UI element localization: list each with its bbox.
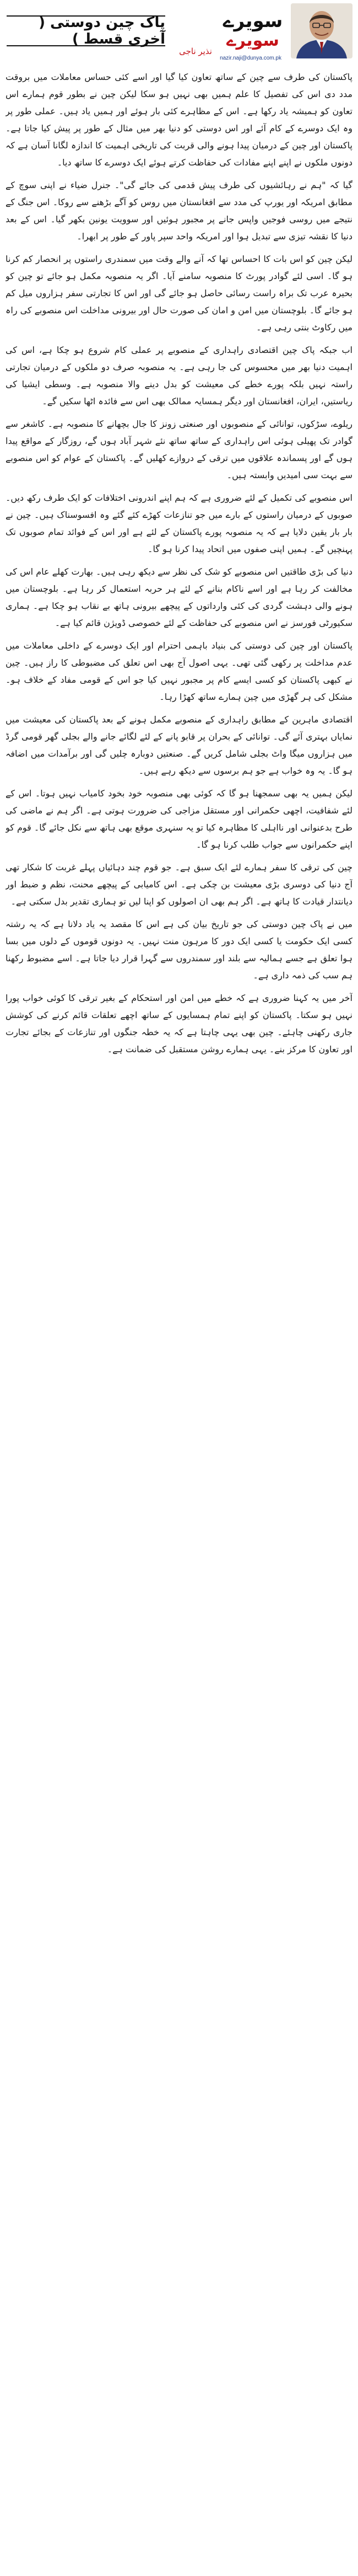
article-title-box — [7, 15, 165, 46]
paragraph: میں نے پاک چین دوستی کی جو تاریخ بیان کی ہے اس کا مقصد یہ یاد دلانا ہے کہ یہ رشتہ کسی ایک حکومت یا کسی ایک دور کا مرہون منت نہیں۔ یہ دونوں قوموں کے دلوں میں بسا ہوا تعلق ہے جسے ہمالیہ سے بلند اور سمندروں سے گہرا قرار دیا جاتا ہے۔ اسے مضبوط رکھنا ہم سب کی ذمہ داری ہے۔ — [6, 919, 352, 981]
paragraph: ریلوے، سڑکوں، توانائی کے منصوبوں اور صنعتی زونز کا جال بچھانے کا منصوبہ ہے۔ کاشغر سے گوادر تک پھیلی ہوئی اس راہداری کے ساتھ ساتھ نئے شہر آباد ہوں گے، روزگار کے مواقع پیدا ہوں گے اور پسماندہ علاقوں میں ترقی کے دروازے کھلیں گے۔ پاکستان کے عوام کو اس منصوبے سے بہت سی امیدیں وابستہ ہیں۔ — [6, 419, 352, 480]
article-body — [6, 68, 352, 2572]
paragraph: لیکن چین کو اس بات کا احساس تھا کہ آنے والے وقت میں سمندری راستوں پر انحصار کم کرنا ہو گا۔ اسی لئے گوادر پورٹ کا منصوبہ سامنے آیا۔ اگر یہ منصوبہ مکمل ہو جائے تو چین کو بحیرہ عرب تک براہ راست رسائی حاصل ہو جائے گی اور اس کا تجارتی سفر ہزاروں میل کم ہو جائے گا۔ بلوچستان میں امن و امان کی صورت حال اور بیرونی مداخلت اس منصوبے کی راہ میں رکاوٹ بنتی رہی ہے۔ — [6, 254, 352, 333]
paragraph: پاکستان اور چین کی دوستی کی بنیاد باہمی احترام اور ایک دوسرے کے داخلی معاملات میں عدم مداخلت پر رکھی گئی تھی۔ یہی اصول آج بھی اس تعلق کی مضبوطی کا راز ہیں۔ چین نے کبھی پاکستان کو کسی ایسے کام پر مجبور نہیں کیا جو اس کے قومی مفاد کے خلاف ہو۔ مشکل کی ہر گھڑی میں چین ہمارے ساتھ کھڑا رہا۔ — [6, 640, 352, 702]
paragraph: لیکن ہمیں یہ بھی سمجھنا ہو گا کہ کوئی بھی منصوبہ خود بخود کامیاب نہیں ہوتا۔ اس کے لئے شفافیت، اچھی حکمرانی اور مستقل مزاجی کی ضرورت ہوتی ہے۔ اگر ہم نے ماضی کی طرح بدعنوانی اور نااہلی کا مظاہرہ کیا تو یہ سنہری موقع بھی ہاتھ سے نکل جائے گا۔ قوم کو اپنے حکمرانوں سے جواب طلب کرنا ہو گا۔ — [6, 788, 352, 850]
paragraph: دنیا کی بڑی طاقتیں اس منصوبے کو شک کی نظر سے دیکھ رہی ہیں۔ بھارت کھلے عام اس کی مخالفت کر رہا ہے اور اسے ناکام بنانے کے لئے ہر حربہ استعمال کر رہا ہے۔ بلوچستان میں ہونے والی دہشت گردی کی کئی وارداتوں کے پیچھے بیرونی ہاتھ بے نقاب ہو چکا ہے۔ ہماری سکیورٹی فورسز نے اس منصوبے کی حفاظت کے لئے خصوصی ڈویژن قائم کیا ہے۔ — [6, 566, 352, 628]
paragraph: اس منصوبے کی تکمیل کے لئے ضروری ہے کہ ہم اپنے اندرونی اختلافات کو ایک طرف رکھ دیں۔ صوبوں کے درمیان راستوں کے بارے میں جو تنازعات کھڑے کئے گئے وہ افسوسناک ہیں۔ چین نے بار بار یقین دلایا ہے کہ یہ منصوبہ پورے پاکستان کے لئے ہے اور اس کے فوائد تمام صوبوں تک پہنچیں گے۔ ہمیں اپنی صفوں میں اتحاد پیدا کرنا ہو گا۔ — [6, 492, 352, 554]
paragraph: چین کی ترقی کا سفر ہمارے لئے ایک سبق ہے۔ جو قوم چند دہائیاں پہلے غربت کا شکار تھی آج دنیا کی دوسری بڑی معیشت بن چکی ہے۔ اس کامیابی کے پیچھے محنت، نظم و ضبط اور دیانتدار قیادت کا ہاتھ ہے۔ اگر ہم بھی ان اصولوں کو اپنا لیں تو ہماری تقدیر بدل سکتی ہے۔ — [6, 862, 352, 907]
author-name: نذیر ناجی — [179, 46, 212, 56]
paragraph: پاکستان کی طرف سے چین کے ساتھ تعاون کیا گیا اور اسے کئی حساس معاملات میں بروقت مدد دی اس کی تفصیل کا علم ہمیں بھی نہیں ہو سکا لیکن چین نے بطور قوم ہمارے اس تعاون کو ہمیشہ یاد رکھا ہے۔ اس کے مظاہرے کئی بار ہوئے اور ہمیں یاد ہیں۔ عملی طور پر وہ ایک دوسرے کے کام آئے اور اس دوستی کو دنیا بھر میں مثال کے طور پر پیش کیا جاتا ہے۔ پاکستان اور چین کے درمیان پیدا ہونے والی قربت کی تاریخی اہمیت کا اندازہ لگانا آسان ہے کہ دونوں ملکوں نے اپنے اپنے مفادات کی حفاظت کرتے ہوئے ایک دوسرے کا ساتھ دیا۔ — [6, 72, 352, 168]
paragraph: گیا کہ "ہم نے رہائشیوں کی طرف پیش قدمی کی جائے گی"۔ جنرل ضیاء نے اپنی سوچ کے مطابق امریکہ اور یورپ کی مدد سے افغانستان میں روس کو آگے بڑھنے سے روکا۔ اس جنگ کے نتیجے میں روسی فوجیں واپس جانے پر مجبور ہوئیں اور سوویت یونین بکھر گیا۔ اس کے بعد دنیا کا نقشہ تیزی سے تبدیل ہوا اور امریکہ واحد سپر پاور کے طور پر ابھرا۔ — [6, 180, 352, 242]
author-photo-icon — [291, 3, 352, 58]
paragraph: آخر میں یہ کہنا ضروری ہے کہ خطے میں امن اور استحکام کے بغیر ترقی کا کوئی خواب پورا نہیں ہو سکتا۔ پاکستان کو اپنے تمام ہمسایوں کے ساتھ اچھے تعلقات قائم کرنے کی کوشش جاری رکھنی چاہئے۔ چین بھی یہی چاہتا ہے کہ یہ خطہ جنگوں اور تنازعات کے بجائے تجارت اور تعاون کا مرکز بنے۔ یہی ہمارے روشن مستقبل کی ضمانت ہے۔ — [6, 993, 352, 1054]
author-email[interactable]: nazir.naji@dunya.com.pk — [220, 55, 281, 61]
column-name-line1: سویرے — [223, 10, 283, 32]
paragraph: اب جبکہ پاک چین اقتصادی راہداری کے منصوبے پر عملی کام شروع ہو چکا ہے، اس کی اہمیت دنیا بھر میں محسوس کی جا رہی ہے۔ یہ منصوبہ صرف دو ملکوں کے درمیان تجارتی راستہ نہیں بلکہ پورے خطے کی معیشت کو بدل دینے والا منصوبہ ہے۔ وسطی ایشیا کی ریاستیں، ایران، افغانستان اور دیگر ہمسایہ ممالک بھی اس سے فائدہ اٹھا سکیں گے۔ — [6, 345, 352, 406]
column-name-line2: سویرے — [226, 31, 279, 50]
column-header — [0, 0, 358, 62]
article-title: پاک چین دوستی ( آخری قسط ) — [39, 14, 165, 47]
paragraph: اقتصادی ماہرین کے مطابق راہداری کے منصوبے مکمل ہونے کے بعد پاکستان کی معیشت میں نمایاں بہتری آئے گی۔ توانائی کے بحران پر قابو پانے کے لئے لگائے جانے والے بجلی گھر قومی گرڈ میں ہزاروں میگا واٹ بجلی شامل کریں گے۔ صنعتیں دوبارہ چلیں گی اور برآمدات میں اضافہ ہو گا۔ یہ وہ خواب ہے جو ہم برسوں سے دیکھ رہے ہیں۔ — [6, 714, 352, 776]
column-name — [219, 6, 286, 55]
